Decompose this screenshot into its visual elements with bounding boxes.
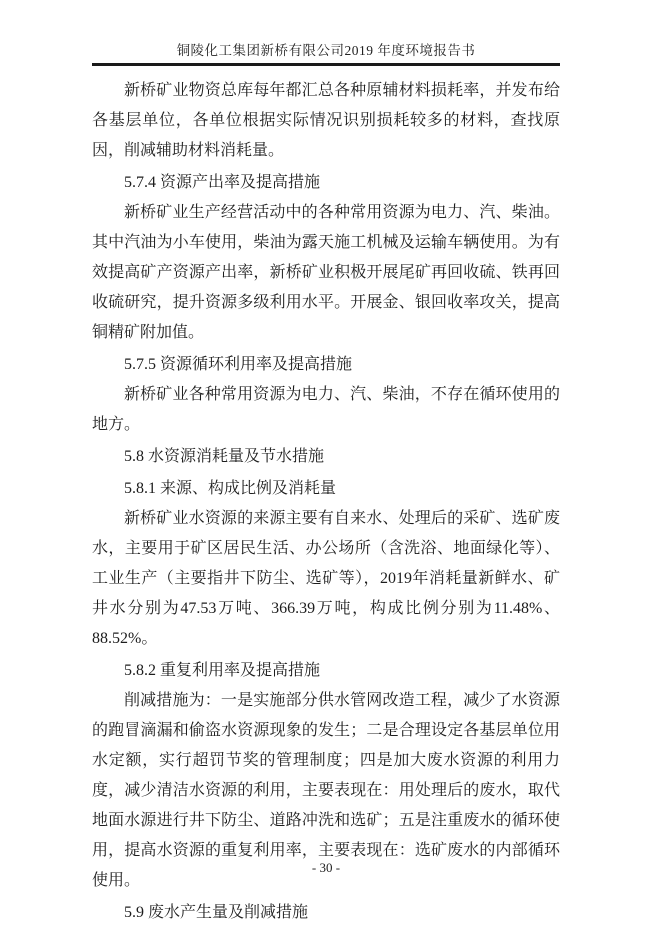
section-heading: 5.8.1 来源、构成比例及消耗量 [124, 480, 337, 497]
section-heading: 5.7.5 资源循环利用率及提高措施 [124, 356, 353, 373]
section-heading: 5.8 水资源消耗量及节水措施 [124, 448, 325, 465]
section-heading: 5.7.4 资源产出率及提高措施 [124, 174, 321, 191]
paragraph: 新桥矿业物资总库每年都汇总各种原辅材料损耗率，并发布给各基层单位，各单位根据实际情况识别损耗较多的材料，查找原因，削减辅助材料消耗量。 [92, 82, 560, 159]
page-header-title: 铜陵化工集团新桥有限公司2019 年度环境报告书 [176, 43, 476, 58]
header-rule [92, 63, 560, 66]
document-body [92, 76, 560, 928]
paragraph: 新桥矿业各种常用资源为电力、汽、柴油，不存在循环使用的地方。 [92, 386, 560, 433]
section-heading: 5.9 废水产生量及削减措施 [124, 904, 309, 921]
paragraph: 削减措施为：一是实施部分供水管网改造工程，减少了水资源的跑冒滴漏和偷盗水资源现象的发生；二是合理设定各基层单位用水定额，实行超罚节奖的管理制度；四是加大废水资源的利用力度，减少清洁水资源的利用，主要表现在：用处理后的废水，取代地面水源进行井下防尘、道路冲洗和选矿；五是注重废水的循环使用，提高水资源的重复利用率，主要表现在：选矿废水的内部循环使用。 [92, 692, 560, 889]
page-number: - 30 - [311, 860, 341, 875]
section-heading: 5.8.2 重复利用率及提高措施 [124, 662, 321, 679]
paragraph: 新桥矿业水资源的来源主要有自来水、处理后的采矿、选矿废水，主要用于矿区居民生活、办公场所（含洗浴、地面绿化等）、工业生产（主要指井下防尘、选矿等），2019年消耗量新鲜水、矿井水分别为47.53万吨、366.39万吨，构成比例分别为11.48%、88.52%。 [92, 510, 560, 647]
paragraph: 新桥矿业生产经营活动中的各种常用资源为电力、汽、柴油。其中汽油为小车使用，柴油为露天施工机械及运输车辆使用。为有效提高矿产资源产出率，新桥矿业积极开展尾矿再回收硫、铁再回收硫研究，提升资源多级利用水平。开展金、银回收率攻关，提高铜精矿附加值。 [92, 204, 560, 341]
